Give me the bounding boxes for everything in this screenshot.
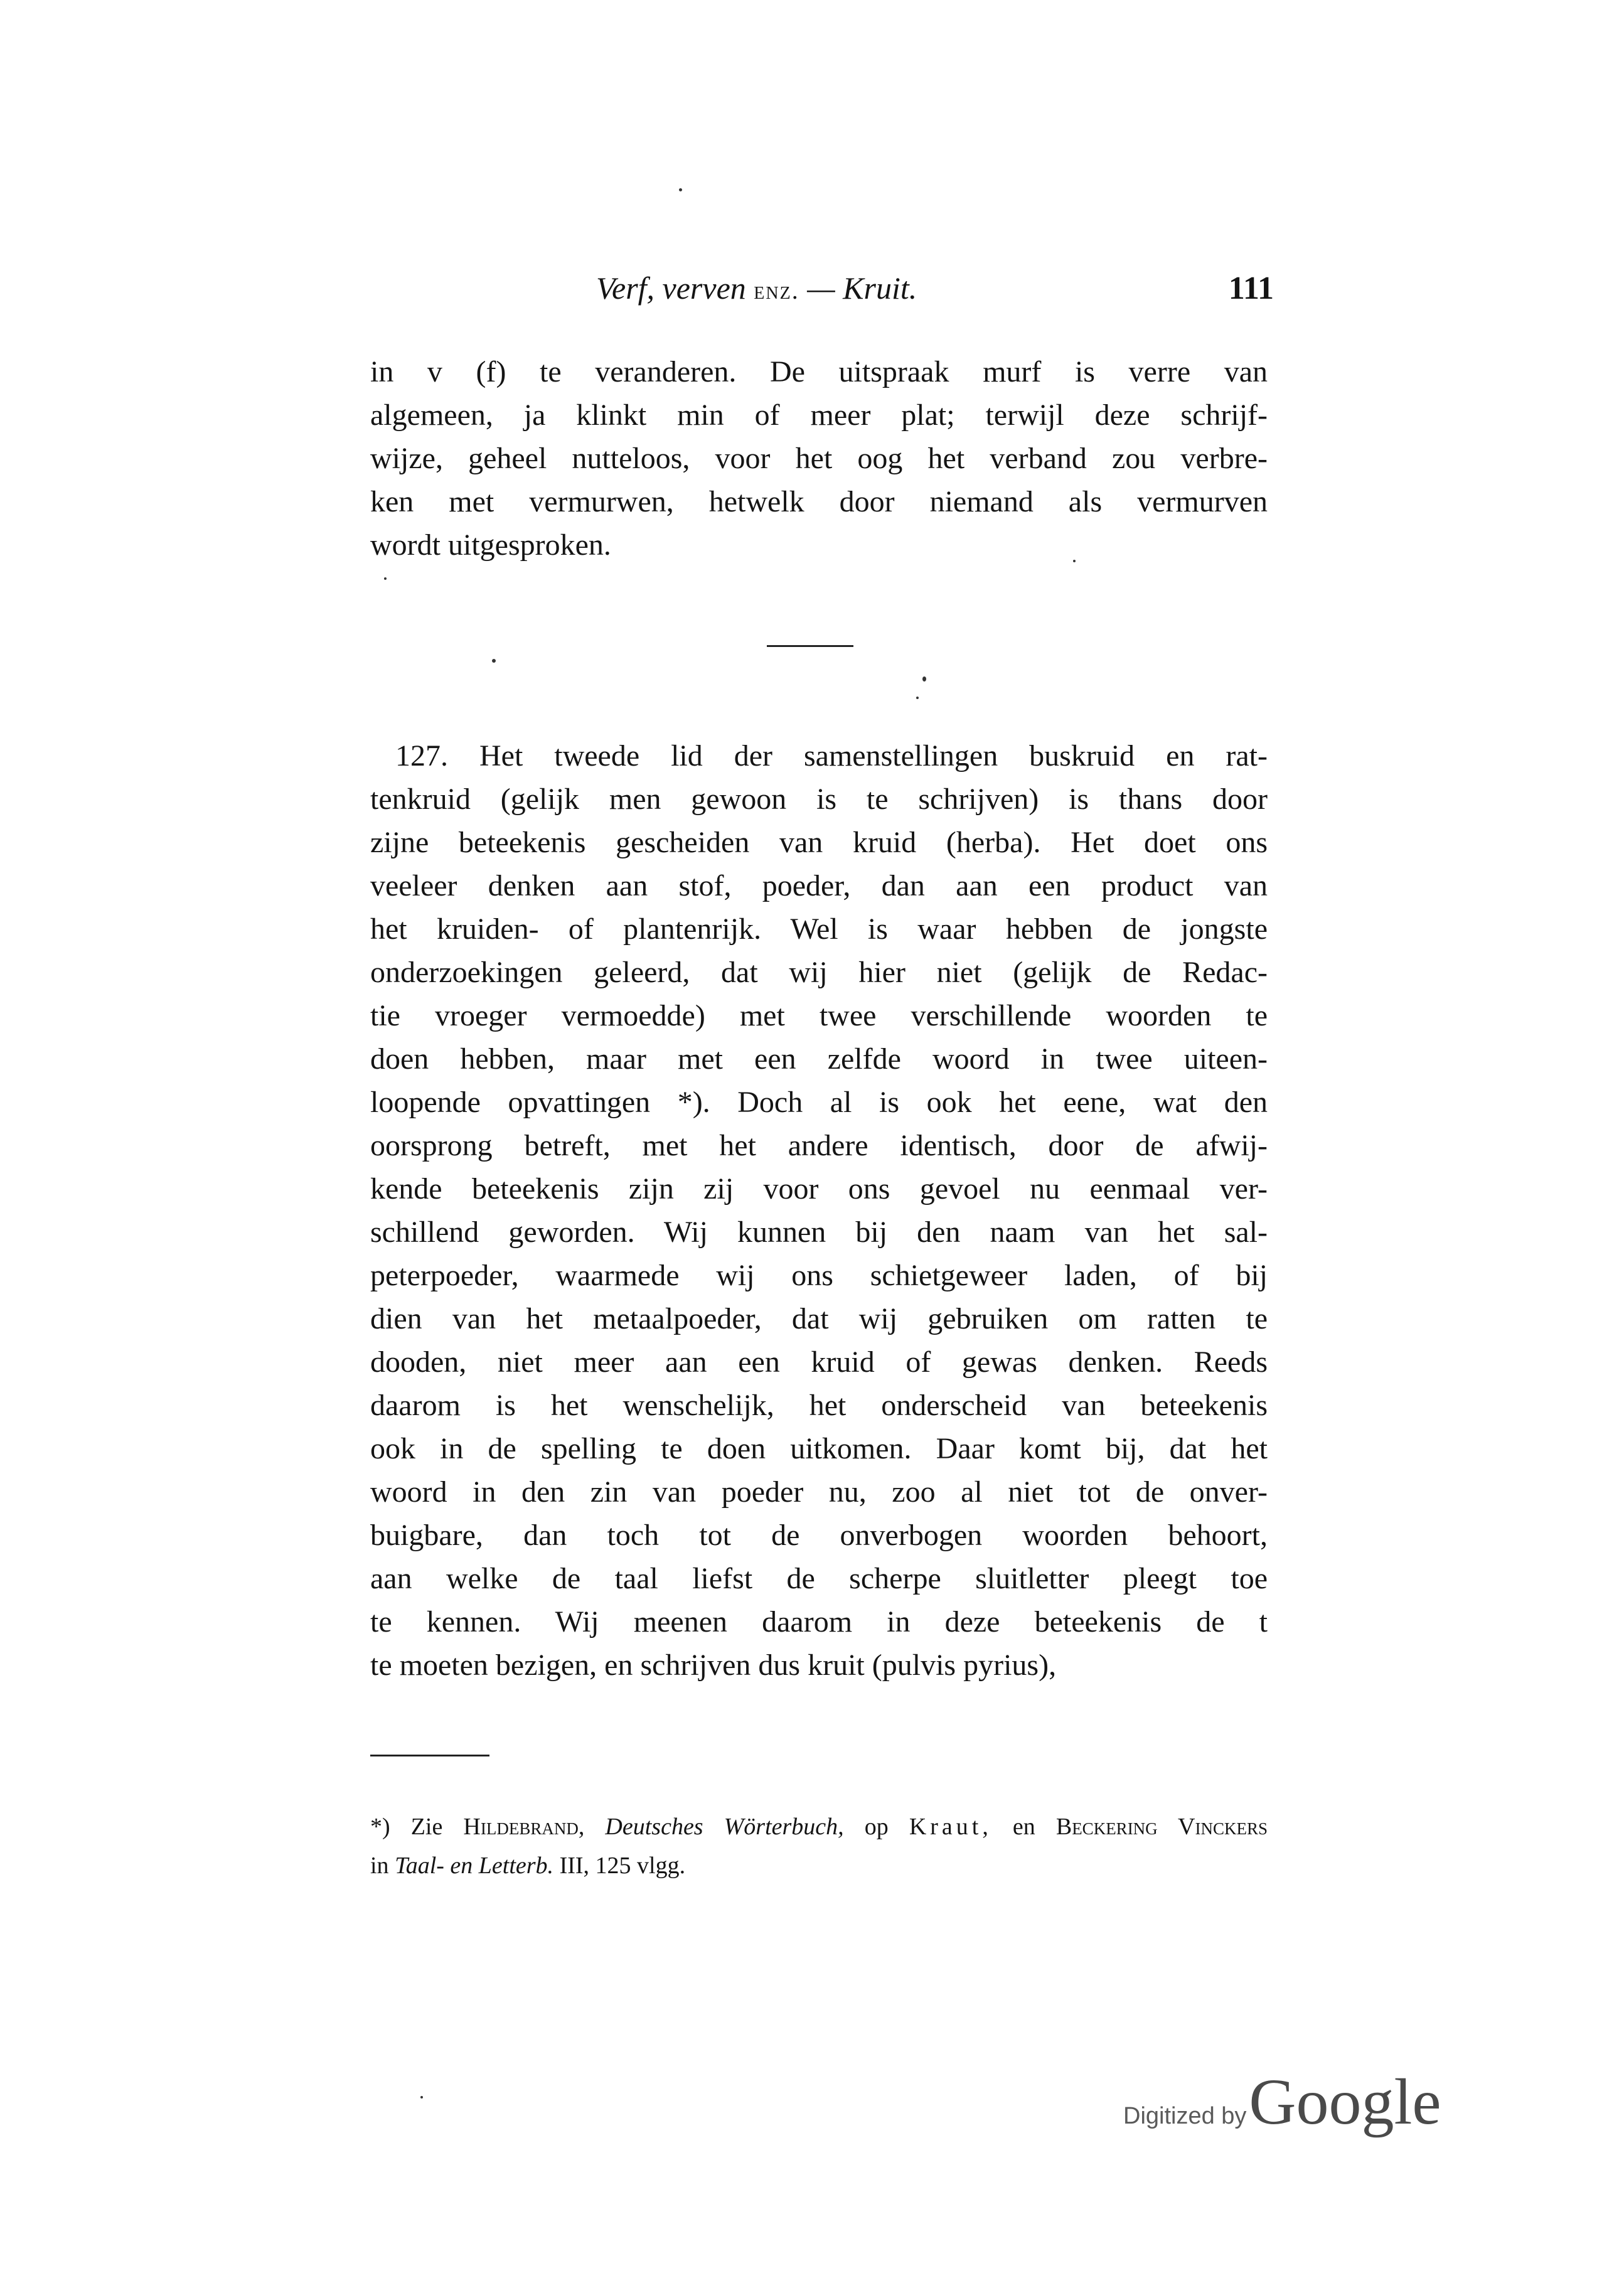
text-line: het kruiden- of plantenrijk. Wel is waar hebben de jongste <box>370 912 1268 946</box>
text-line: kende beteekenis zijn zij voor ons gevoel nu eenmaal ver- <box>370 1172 1268 1205</box>
text-line: loopende opvattingen *). Doch al is ook het eene, wat den <box>370 1086 1268 1119</box>
section-number: 127. <box>395 739 448 772</box>
text-line: te moeten bezigen, en schrijven dus kruit (pulvis pyrius), <box>370 1649 1057 1682</box>
text-line: ken met vermurwen, hetwelk door niemand als vermurven <box>370 485 1268 518</box>
footnote-separator <box>370 1755 489 1756</box>
text-line: tenkruid (gelijk men gewoon is te schrijven) is thans door <box>370 783 1268 816</box>
text-line: in v (f) te veranderen. De uitspraak murf is verre van <box>370 355 1268 388</box>
scan-speck <box>679 188 682 191</box>
text-line: schillend geworden. Wij kunnen bij den naam van het sal- <box>370 1216 1268 1249</box>
section-divider-rule <box>767 645 853 647</box>
digitized-by-google-watermark: Digitized by Google <box>1123 2066 1441 2138</box>
text-line: wijze, geheel nutteloos, voor het oog het verband zou verbre- <box>370 442 1268 475</box>
text-line: veeleer denken aan stof, poeder, dan aan een product van <box>370 869 1268 902</box>
footnote-marker: *) <box>370 1814 390 1840</box>
footnote-line: in Taal- en Letterb. III, 125 vlgg. <box>370 1852 686 1879</box>
running-title: Verf, verven enz. — Kruit. <box>596 270 917 306</box>
text-line: algemeen, ja klinkt min of meer plat; terwijl deze schrijf- <box>370 398 1268 432</box>
top-paragraph <box>370 350 1268 567</box>
text-line: zijne beteekenis gescheiden van kruid (herba). Het doet ons <box>370 826 1268 859</box>
text-line: dooden, niet meer aan een kruid of gewas denken. Reeds <box>370 1345 1268 1379</box>
text-line: oorsprong betreft, met het andere identisch, door de afwij- <box>370 1129 1268 1162</box>
scan-speck <box>384 577 387 580</box>
text-line: wordt uitgesproken. <box>370 528 611 562</box>
scan-speck <box>420 2096 423 2098</box>
text-line: ook in de spelling te doen uitkomen. Daar komt bij, dat het <box>370 1432 1268 1465</box>
running-header <box>370 270 1274 320</box>
text-line: tie vroeger vermoedde) met twee verschillende woorden te <box>370 999 1268 1032</box>
scan-speck <box>1073 560 1076 562</box>
footnote <box>370 1807 1268 1885</box>
text-line: aan welke de taal liefst de scherpe sluitletter pleegt toe <box>370 1562 1268 1595</box>
text-line: 127. Het tweede lid der samenstellingen buskruid en rat- <box>370 734 1268 778</box>
scan-speck <box>916 697 919 699</box>
page-number: 111 <box>1228 270 1274 306</box>
footnote-line: *) Zie Hildebrand, Deutsches Wörterbuch, op Kraut, en Beckering Vinckers <box>370 1814 1268 1840</box>
text-line: doen hebben, maar met een zelfde woord in twee uiteen- <box>370 1042 1268 1076</box>
scan-speck <box>492 659 496 663</box>
google-logo: Google <box>1249 2066 1441 2138</box>
scan-speck <box>922 676 926 682</box>
text-line: onderzoekingen geleerd, dat wij hier niet (gelijk de Redac- <box>370 956 1268 989</box>
text-line: woord in den zin van poeder nu, zoo al niet tot de onver- <box>370 1475 1268 1509</box>
section-127-paragraph <box>370 734 1268 1687</box>
text-line: daarom is het wenschelijk, het onderscheid van beteekenis <box>370 1389 1268 1422</box>
text-line: peterpoeder, waarmede wij ons schietgeweer laden, of bij <box>370 1259 1268 1292</box>
text-line: buigbare, dan toch tot de onverbogen woorden behoort, <box>370 1519 1268 1552</box>
text-line: dien van het metaalpoeder, dat wij gebruiken om ratten te <box>370 1302 1268 1335</box>
text-line: te kennen. Wij meenen daarom in deze beteekenis de t <box>370 1605 1268 1638</box>
